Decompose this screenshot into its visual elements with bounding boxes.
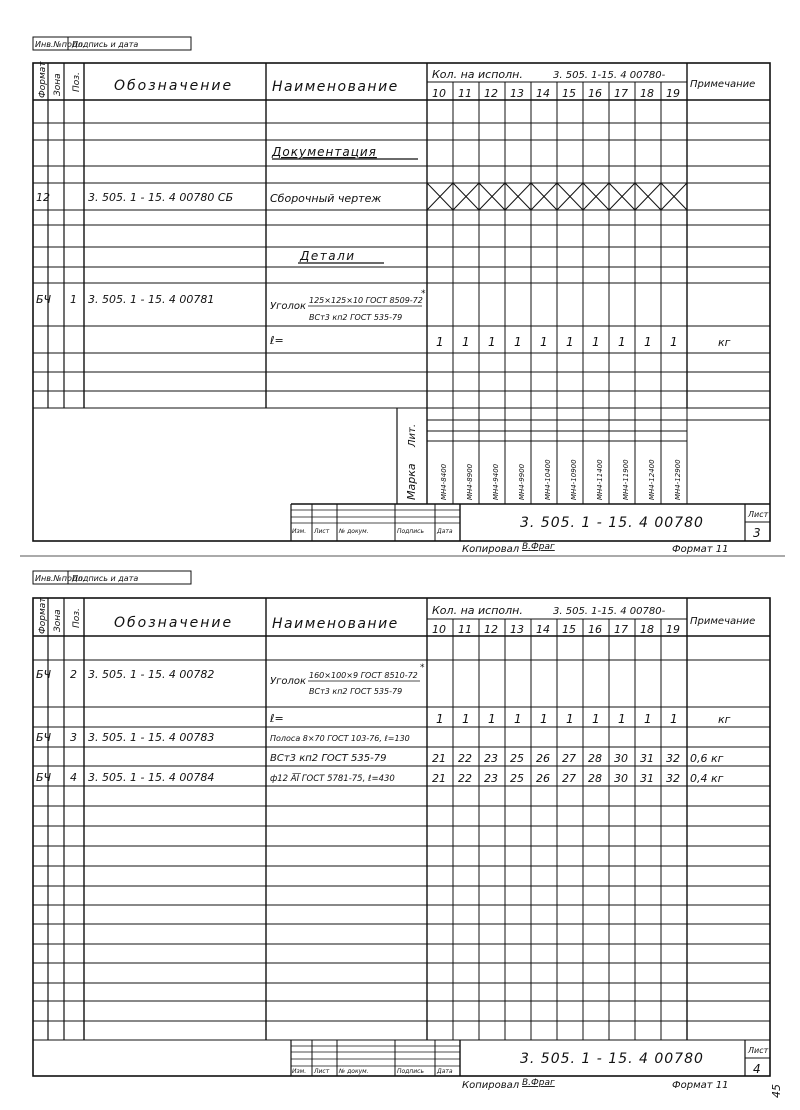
- qty-cell: 21: [432, 772, 446, 785]
- variant-13: 13: [510, 87, 524, 100]
- qty-cell: 27: [562, 772, 576, 785]
- sheet-2-copied-signature: В.Фраг: [522, 1078, 555, 1088]
- grade-mark: МН4-12400: [648, 459, 656, 500]
- grade-mark: МН4-11400: [596, 459, 604, 500]
- variant-15: 15: [562, 623, 576, 636]
- variant-16: 16: [588, 87, 602, 100]
- qty-cell: 1: [488, 335, 496, 349]
- qty-cell: 31: [640, 752, 654, 765]
- qty-cell: 23: [484, 772, 498, 785]
- qty-cell: 1: [514, 335, 522, 349]
- qty-cell: 27: [562, 752, 576, 765]
- qty-cell: 1: [488, 712, 496, 726]
- col-notes-label: Примечание: [690, 79, 756, 90]
- col-name-label: Наименование: [272, 79, 399, 95]
- s2-r4-note: 0,6 кг: [690, 752, 724, 765]
- col-designation-label-2: Обозначение: [114, 615, 234, 631]
- qty-cell: 26: [536, 772, 550, 785]
- grade-mark: МН4-11900: [622, 459, 630, 500]
- sheet-2-copied-label: Копировал: [462, 1080, 520, 1091]
- variant-17: 17: [614, 87, 628, 100]
- qty-cell: 22: [458, 772, 472, 785]
- s2-r5-note: 0,4 кг: [690, 772, 724, 785]
- variant-13: 13: [510, 623, 524, 636]
- qty-cell: 1: [436, 712, 444, 726]
- s1-r2-name-top: 125×125×10 ГОСТ 8509-72: [309, 296, 423, 305]
- qty-cell: 1: [514, 712, 522, 726]
- s2-r3-designation: 3. 505. 1 - 15. 4 00783: [88, 731, 215, 744]
- grade-mark: МН4-9900: [518, 463, 526, 500]
- sheet-1-sheet-number: 3: [753, 526, 761, 540]
- qty-cell: 22: [458, 752, 472, 765]
- qty-cell: 30: [614, 752, 628, 765]
- title-block-2: [291, 1040, 770, 1076]
- s1-r3-name: ℓ=: [270, 334, 284, 347]
- qty-cell: 1: [670, 335, 678, 349]
- sheet-2-sheet-number: 4: [753, 1062, 761, 1076]
- s2-r2-name: ℓ=: [270, 712, 284, 725]
- qty-cell: 30: [614, 772, 628, 785]
- variant-10: 10: [432, 623, 446, 636]
- qty-cell: 1: [592, 335, 600, 349]
- sheet-1-format: Формат 11: [672, 544, 729, 555]
- col-zone-label: Зона: [53, 73, 63, 96]
- grade-marks: [440, 459, 682, 500]
- tb-doc-no: № докум.: [339, 1068, 369, 1075]
- s2-r4-qty: [432, 752, 680, 765]
- variant-11: 11: [458, 623, 472, 636]
- page-number: 45: [770, 1084, 783, 1098]
- variant-17: 17: [614, 623, 628, 636]
- qty-cell: 25: [510, 752, 524, 765]
- s2-r1-name-top: 160×100×9 ГОСТ 8510-72: [309, 671, 418, 680]
- tb-signature: Подпись: [397, 528, 424, 535]
- col-format-label: Формат: [38, 61, 48, 98]
- s1-r3-note: кг: [718, 336, 731, 349]
- variant-10: 10: [432, 87, 446, 100]
- s2-r2-note: кг: [718, 713, 731, 726]
- qty-cell: 1: [644, 712, 652, 726]
- s1-r2-star: *: [421, 289, 426, 299]
- qty-cell: 1: [566, 335, 574, 349]
- inv-no-label: Инв.№подл.: [35, 40, 86, 49]
- col-qty-doc: 3. 505. 1-15. 4 00780-: [553, 70, 666, 81]
- s2-r1-star: *: [420, 663, 425, 673]
- variant-14: 14: [536, 87, 550, 100]
- qty-cell: 1: [644, 335, 652, 349]
- s1-r2-name-bottom: ВСт3 кп2 ГОСТ 535-79: [309, 313, 403, 322]
- s2-r5-designation: 3. 505. 1 - 15. 4 00784: [88, 771, 215, 784]
- sheet-2: [33, 571, 783, 1098]
- tb-signature: Подпись: [397, 1068, 424, 1075]
- s2-r1-name-bottom: ВСт3 кп2 ГОСТ 535-79: [309, 687, 403, 696]
- s1-r2-pos: 1: [70, 293, 77, 306]
- sheet-1: [33, 37, 770, 555]
- variant-14: 14: [536, 623, 550, 636]
- s2-r3-pos: 3: [70, 731, 77, 744]
- col-zone-label-2: Зона: [53, 609, 63, 632]
- qty-cell: 26: [536, 752, 550, 765]
- section-documentation: Документация: [272, 145, 377, 159]
- grade-mark: МН4-8900: [466, 463, 474, 500]
- grade-mark: МН4-10900: [570, 459, 578, 500]
- variant-11: 11: [458, 87, 472, 100]
- qty-cell: 1: [540, 335, 548, 349]
- grade-mark: МН4-12900: [674, 459, 682, 500]
- sheet-2-format: Формат 11: [672, 1080, 729, 1091]
- qty-cell: 1: [670, 712, 678, 726]
- variant-19: 19: [666, 87, 680, 100]
- qty-cell: 1: [462, 712, 470, 726]
- qty-cell: 1: [566, 712, 574, 726]
- signature-date-label: Подпись и дата: [72, 40, 139, 49]
- col-format-label-2: Формат: [38, 597, 48, 634]
- s2-r1-designation: 3. 505. 1 - 15. 4 00782: [88, 668, 215, 681]
- variant-18: 18: [640, 87, 654, 100]
- col-name-label-2: Наименование: [272, 616, 399, 632]
- variant-19: 19: [666, 623, 680, 636]
- col-qty-prefix: Кол. на исполн.: [432, 68, 523, 81]
- s2-r3-format: БЧ: [36, 731, 52, 744]
- col-pos-label: Поз.: [72, 72, 82, 92]
- tb-date: Дата: [437, 528, 453, 535]
- sheet-1-copied-label: Копировал: [462, 544, 520, 555]
- variant-18: 18: [640, 623, 654, 636]
- tb-date: Дата: [437, 1068, 453, 1075]
- inv-no-label-2: Инв.№подл.: [35, 574, 86, 583]
- col-qty-doc-2: 3. 505. 1-15. 4 00780-: [553, 606, 666, 617]
- col-qty-prefix-2: Кол. на исполн.: [432, 604, 523, 617]
- qty-cell: 23: [484, 752, 498, 765]
- variant-12: 12: [484, 623, 498, 636]
- grade-mark: МН4-9400: [492, 463, 500, 500]
- sheet-1-sheet-label: Лист: [748, 510, 769, 519]
- marka-label: Марка: [405, 463, 418, 500]
- sheet-1-copied-signature: В.Фраг: [522, 542, 555, 552]
- s2-r1-name-prefix: Уголок: [270, 676, 307, 687]
- lit-label: Лит.: [407, 423, 418, 447]
- s1-r2-name-prefix: Уголок: [270, 301, 307, 312]
- qty-cell: 28: [588, 772, 602, 785]
- qty-cell: 1: [540, 712, 548, 726]
- qty-cell: 1: [618, 712, 626, 726]
- signature-date-label-2: Подпись и дата: [72, 574, 139, 583]
- grade-mark: МН4-8400: [440, 463, 448, 500]
- s2-r5-pos: 4: [70, 771, 77, 784]
- title-block-1: [291, 504, 770, 541]
- s1-r1-format: 12: [36, 191, 50, 204]
- s2-r5-format: БЧ: [36, 771, 52, 784]
- qty-cell: 21: [432, 752, 446, 765]
- grade-mark: МН4-10400: [544, 459, 552, 500]
- s2-r1-pos: 2: [70, 668, 77, 681]
- s1-r1-designation: 3. 505. 1 - 15. 4 00780 СБ: [88, 191, 234, 204]
- qty-cell: 1: [436, 335, 444, 349]
- qty-cell: 28: [588, 752, 602, 765]
- s1-r1-name: Сборочный чертеж: [270, 192, 382, 205]
- s2-r4-name: ВСт3 кп2 ГОСТ 535-79: [270, 753, 387, 764]
- sheet-2-sheet-label: Лист: [748, 1046, 769, 1055]
- section-parts: Детали: [300, 249, 356, 263]
- qty-cell: 32: [666, 772, 680, 785]
- qty-cell: 31: [640, 772, 654, 785]
- sheet-2-doc-number: 3. 505. 1 - 15. 4 00780: [520, 1051, 704, 1067]
- variant-15: 15: [562, 87, 576, 100]
- col-designation-label: Обозначение: [114, 78, 234, 94]
- qty-cell: 1: [618, 335, 626, 349]
- s2-r5-qty: [432, 772, 680, 785]
- tb-doc-no: № докум.: [339, 528, 369, 535]
- s2-r1-format: БЧ: [36, 668, 52, 681]
- qty-cell: 25: [510, 772, 524, 785]
- s2-r5-name: ф12 А̅I̅ ГОСТ 5781-75, ℓ=430: [270, 774, 395, 784]
- tb-list: Лист: [314, 1068, 330, 1075]
- sheet-1-doc-number: 3. 505. 1 - 15. 4 00780: [520, 515, 704, 531]
- qty-cell: 1: [592, 712, 600, 726]
- col-notes-label-2: Примечание: [690, 616, 756, 627]
- tb-izm: Изм.: [292, 528, 307, 535]
- col-pos-label-2: Поз.: [72, 608, 82, 628]
- variant-16: 16: [588, 623, 602, 636]
- variant-12: 12: [484, 87, 498, 100]
- qty-cell: 32: [666, 752, 680, 765]
- s2-r3-name: Полоса 8×70 ГОСТ 103-76, ℓ=130: [270, 734, 410, 743]
- qty-cell: 1: [462, 335, 470, 349]
- s1-r2-format: БЧ: [36, 293, 52, 306]
- tb-izm: Изм.: [292, 1068, 307, 1075]
- tb-list: Лист: [314, 528, 330, 535]
- s1-r2-designation: 3. 505. 1 - 15. 4 00781: [88, 293, 215, 306]
